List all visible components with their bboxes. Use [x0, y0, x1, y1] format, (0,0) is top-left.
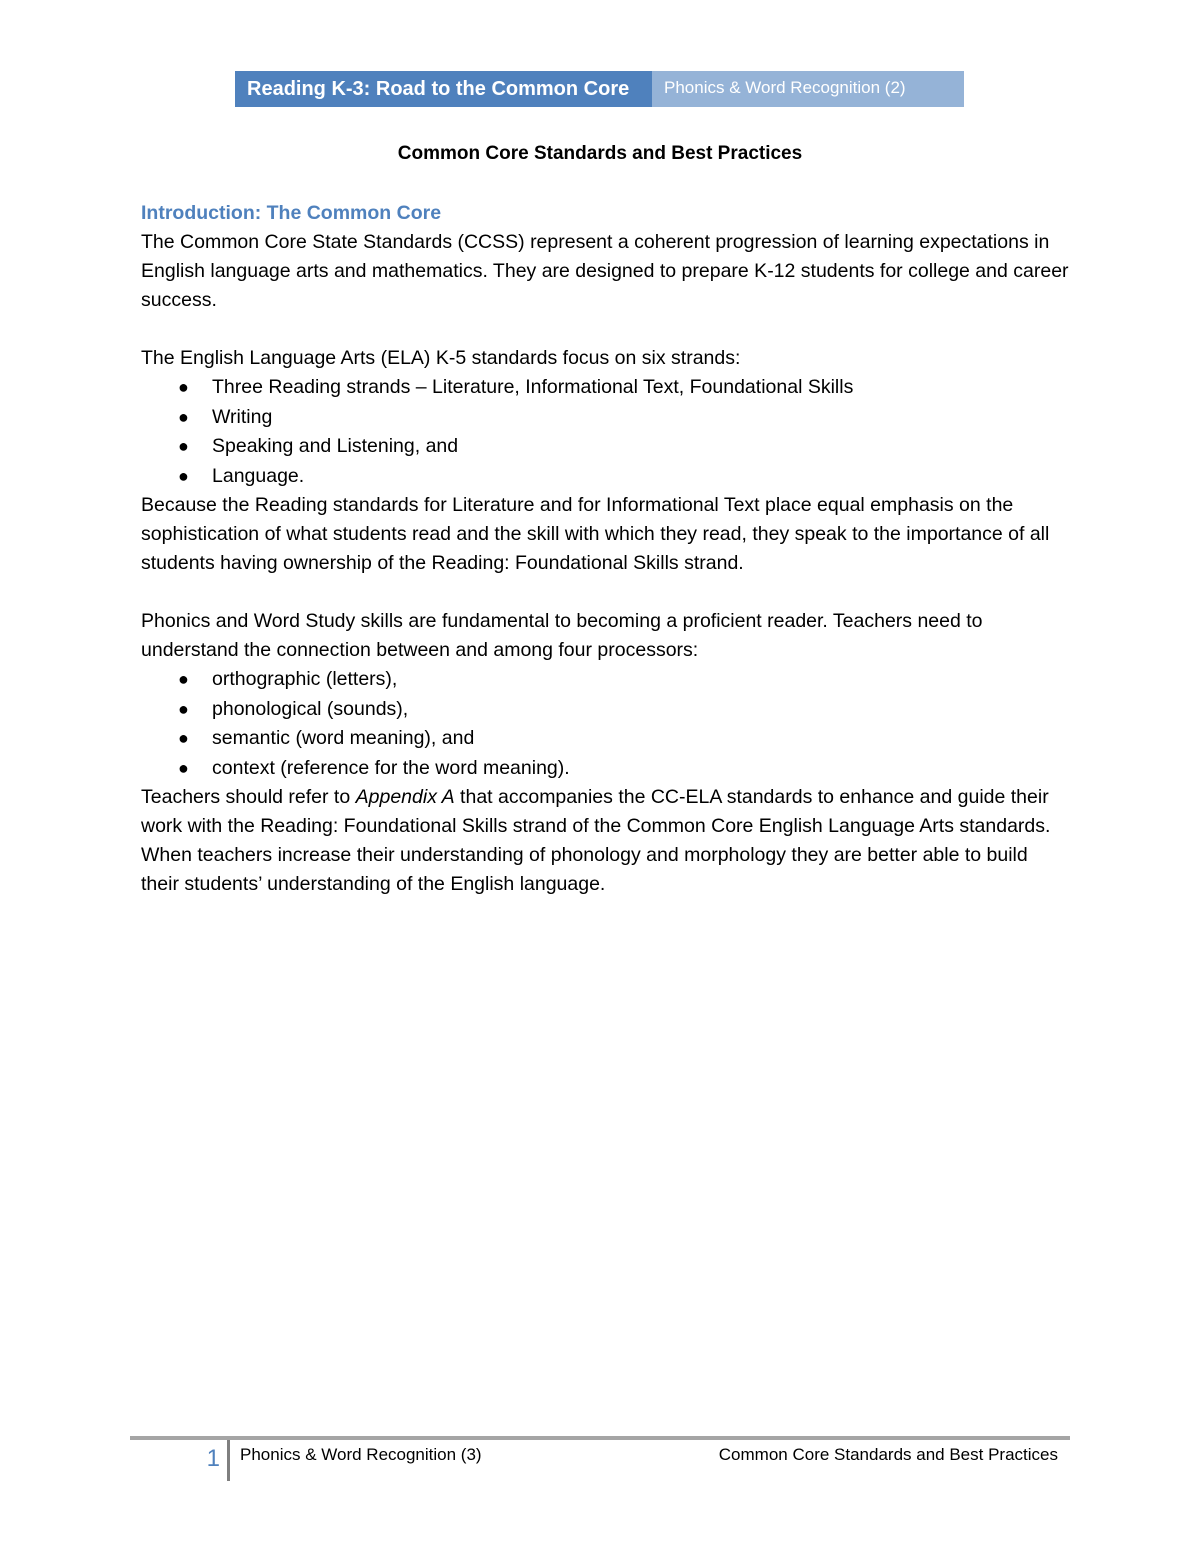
- bullet-icon: ●: [178, 728, 189, 748]
- header-course-title: Reading K-3: Road to the Common Core: [235, 71, 652, 107]
- header-banner: [235, 71, 964, 107]
- page-number: 1: [206, 1445, 220, 1472]
- bullet-icon: ●: [178, 406, 189, 427]
- footer-document-title: Common Core Standards and Best Practices: [718, 1445, 1058, 1464]
- processors-list: [141, 665, 1071, 783]
- bullet-icon: ●: [178, 436, 189, 456]
- paragraph-reading-standards: Because the Reading standards for Literature and for Informational Text place equal emphasis on the sophistication of what students read and the skill with which they read, they speak to the importance of all students having ownership of the Reading: Foundational Skills strand.: [141, 494, 1050, 574]
- bullet-icon: ●: [178, 465, 189, 486]
- footer-module-title: Phonics & Word Recognition (3): [240, 1445, 482, 1464]
- bullet-icon: ●: [178, 377, 189, 397]
- list-item: ● phonological (sounds),: [141, 695, 1071, 725]
- paragraph-ela-intro: The English Language Arts (ELA) K-5 standards focus on six strands:: [141, 347, 741, 369]
- bullet-icon: ●: [178, 757, 189, 778]
- list-item: ● orthographic (letters),: [141, 665, 1071, 695]
- list-item: ● Language.: [141, 462, 1071, 492]
- footer-vertical-divider: [227, 1440, 230, 1481]
- list-item: ● context (reference for the word meaning).: [141, 754, 1071, 784]
- paragraph-ccss: The Common Core State Standards (CCSS) represent a coherent progression of learning expectations in English language arts and mathematics. They are designed to prepare K-12 students for college and career success.: [141, 231, 1069, 311]
- appendix-reference: Appendix A: [355, 786, 455, 808]
- document-body: [141, 199, 1071, 899]
- document-title: Common Core Standards and Best Practices: [397, 143, 803, 164]
- section-heading: Introduction: The Common Core: [141, 202, 442, 224]
- paragraph-appendix: Teachers should refer to Appendix A that accompanies the CC-ELA standards to enhance and guide their work with the Reading: Foundational Skills strand of the Common Core English Language Arts standards. When teachers increase their understanding of phonology and morphology they are better able to build their students’ understanding of the English language.: [141, 786, 1051, 895]
- list-item: ● Writing: [141, 403, 1071, 433]
- footer-divider: [130, 1436, 1070, 1440]
- bullet-icon: ●: [178, 698, 189, 719]
- paragraph-phonics-intro: Phonics and Word Study skills are fundamental to becoming a proficient reader. Teachers need to understand the connection between and among four processors:: [141, 610, 983, 661]
- list-item: ● Speaking and Listening, and: [141, 432, 1071, 462]
- list-item: ● semantic (word meaning), and: [141, 724, 1071, 754]
- list-item: ● Three Reading strands – Literature, Informational Text, Foundational Skills: [141, 373, 1071, 403]
- strands-list: [141, 373, 1071, 491]
- bullet-icon: ●: [178, 669, 189, 689]
- header-module-title: Phonics & Word Recognition (2): [652, 71, 964, 107]
